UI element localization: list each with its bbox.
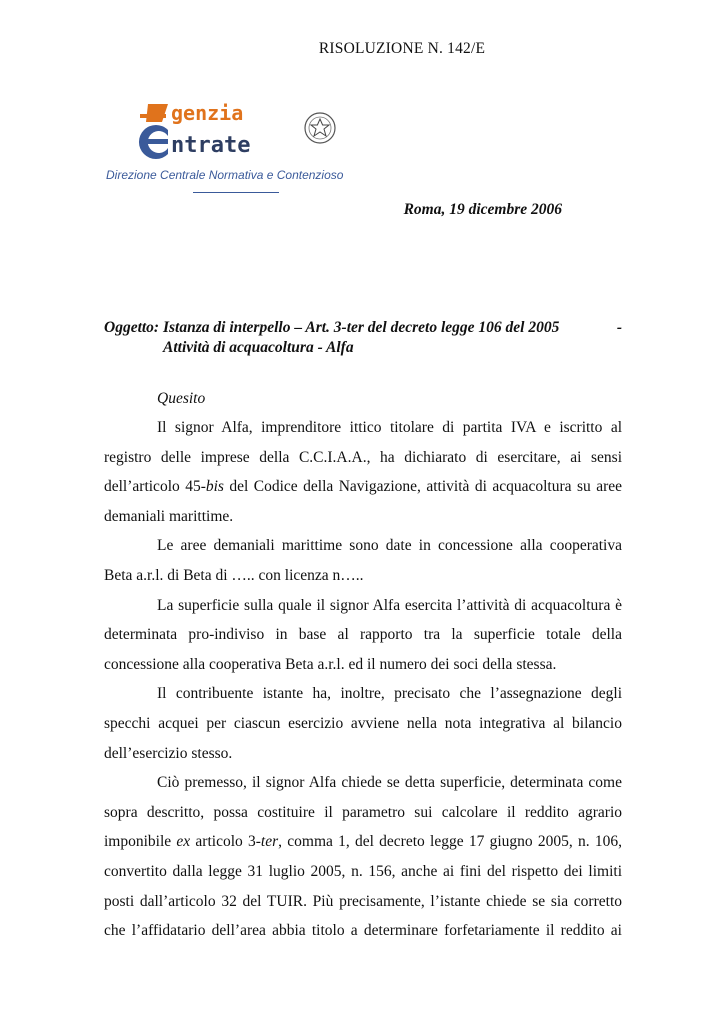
- logo-word-ntrate: ntrate: [171, 133, 251, 158]
- body-line: [104, 502, 622, 532]
- body-text-segment: che l’affidatario dell’area abbia titolo a determinare forfetariamente il reddito ai: [104, 922, 622, 940]
- body-line: [104, 413, 622, 443]
- body-text-segment: Il contribuente istante ha, inoltre, precisato che l’assegnazione degli: [157, 685, 622, 703]
- body-line: [104, 531, 622, 561]
- subject-label: Oggetto:: [104, 319, 160, 336]
- subject-text-2: Attività di acquacoltura - Alfa: [163, 339, 354, 356]
- body-italic-term: bis: [205, 478, 224, 496]
- body-text-segment: Ciò premesso, il signor Alfa chiede se detta superficie, determinata come: [157, 774, 622, 792]
- body-line: [104, 561, 622, 591]
- body-line: [104, 591, 622, 621]
- logo-subtitle: Direzione Centrale Normativa e Contenzioso: [106, 168, 344, 182]
- subject-line-1: [104, 318, 559, 338]
- body-text-segment: dell’articolo 45-: [104, 478, 206, 496]
- body-line: [104, 679, 622, 709]
- subject-text-1: Istanza di interpello – Art. 3-ter del decreto legge 106 del 2005: [162, 319, 560, 336]
- body-text-segment: convertito dalla legge 31 luglio 2005, n. 156, anche ai fini del rispetto dei limiti: [104, 862, 622, 880]
- body-line: [104, 768, 622, 798]
- body-line: [104, 887, 622, 917]
- body-italic-term: ex: [176, 833, 191, 851]
- body-line: [104, 620, 622, 650]
- body-text-segment: articolo 3-: [190, 833, 261, 851]
- document-date: Roma, 19 dicembre 2006: [403, 201, 562, 218]
- logo-letter-e-bar: [146, 139, 168, 144]
- emblem-icon: [305, 113, 335, 143]
- body-text: [104, 413, 622, 946]
- subject-dash: -: [616, 319, 622, 336]
- logo-underline: [193, 192, 279, 193]
- agenzia-entrate-logo: [138, 100, 338, 160]
- body-text-segment: concessione alla cooperativa Beta a.r.l. ed il numero dei soci della stessa.: [104, 655, 557, 673]
- body-line: [104, 798, 622, 828]
- document-title: RISOLUZIONE N. 142/E: [318, 40, 486, 57]
- logo-letter-a-shape: [146, 104, 168, 122]
- section-heading-quesito: Quesito: [157, 390, 206, 407]
- body-line: [104, 650, 622, 680]
- body-line: [104, 709, 622, 739]
- subject-block: [104, 318, 622, 358]
- body-text-segment: specchi acquei per ciascun esercizio avviene nella nota integrativa al bilancio: [104, 714, 622, 732]
- body-text-segment: demaniali marittime.: [104, 507, 234, 525]
- body-text-segment: posti dall’articolo 32 del TUIR. Più precisamente, l’istante chiede se sia corretto: [104, 892, 622, 910]
- body-text-segment: La superficie sulla quale il signor Alfa esercita l’attività di acquacoltura è: [157, 596, 622, 614]
- body-text-segment: del Codice della Navigazione, attività di acquacoltura su aree: [223, 478, 623, 496]
- body-line: [104, 916, 622, 946]
- body-text-segment: sopra descritto, possa costituire il parametro sui calcolare il reddito agrario: [104, 803, 622, 821]
- body-text-segment: imponibile: [104, 833, 177, 851]
- body-text-segment: , comma 1, del decreto legge 17 giugno 2005, n. 106,: [278, 833, 622, 851]
- body-text-segment: dell’esercizio stesso.: [104, 744, 233, 762]
- body-italic-term: ter: [260, 833, 279, 851]
- logo-word-genzia: genzia: [171, 101, 244, 125]
- body-line: [104, 827, 622, 857]
- body-line: [104, 739, 622, 769]
- body-line: [104, 472, 622, 502]
- body-text-segment: determinata pro-indiviso in base al rapporto tra la superficie totale della: [104, 626, 622, 644]
- logo-letter-a-bar: [140, 114, 166, 118]
- body-text-segment: Le aree demaniali marittime sono date in concessione alla cooperativa: [157, 537, 622, 555]
- body-text-segment: registro delle imprese della C.C.I.A.A., ha dichiarato di esercitare, ai sensi: [104, 448, 622, 466]
- body-text-segment: Beta a.r.l. di Beta di ….. con licenza n…..: [104, 566, 364, 584]
- body-line: [104, 857, 622, 887]
- body-line: [104, 443, 622, 473]
- body-text-segment: Il signor Alfa, imprenditore ittico titolare di partita IVA e iscritto al: [157, 419, 622, 436]
